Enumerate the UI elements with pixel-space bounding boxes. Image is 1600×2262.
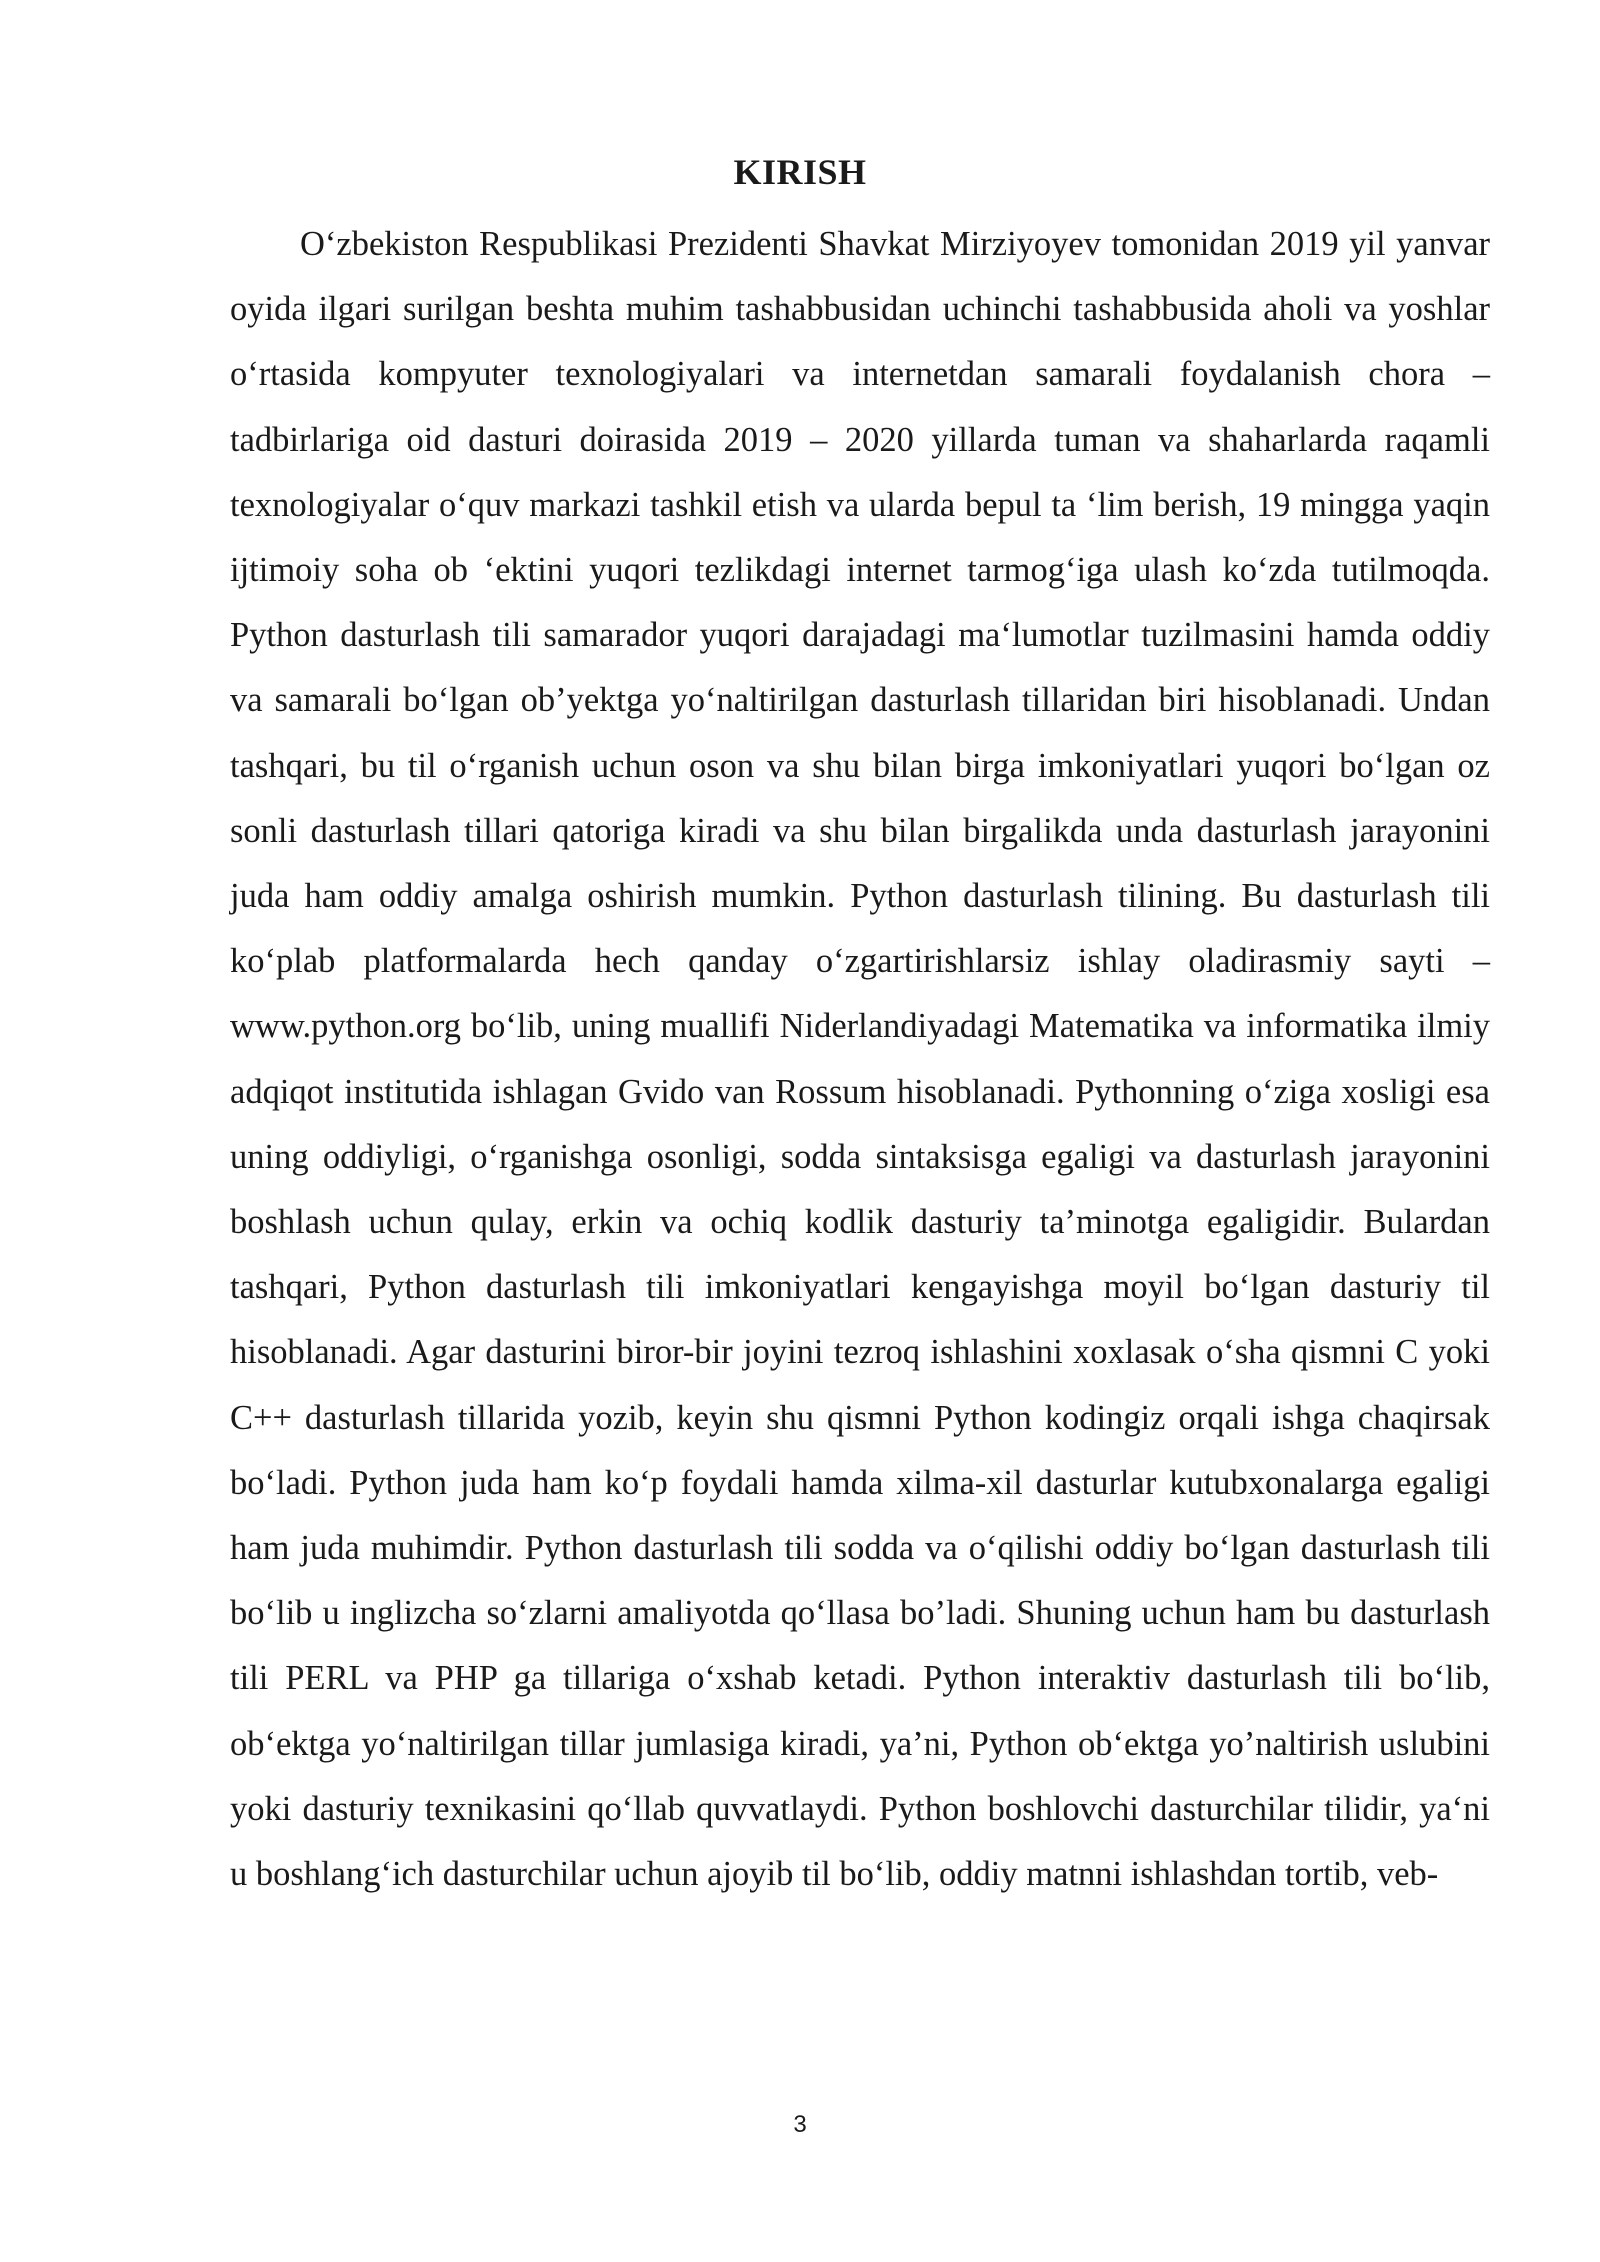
page-number: 3	[793, 2111, 807, 2138]
page-title: KIRISH	[733, 152, 867, 192]
body-paragraph: O‘zbekiston Respublikasi Prezidenti Shavkat Mirziyoyev tomonidan 2019 yil yanvar oyida ilgari surilgan beshta muhim tashabbusidan uchinchi tashabbusida aholi va yoshlar o‘rtasida kompyuter texnologiyalari va internetdan samarali foydalanish chora – tadbirlariga oid dasturi doirasida 2019 – 2020 yillarda tuman va shaharlarda raqamli texnologiyalar o‘quv markazi tashkil etish va ularda bepul ta ‘lim berish, 19 mingga yaqin ijtimoiy soha ob ‘ektini yuqori tezlikdagi internet tarmog‘iga ulash ko‘zda tutilmoqda. Python dasturlash tili samarador yuqori darajadagi ma‘lumotlar tuzilmasini hamda oddiy va samarali bo‘lgan ob’yektga yo‘naltirilgan dasturlash tillaridan biri hisoblanadi. Undan tashqari, bu til o‘rganish uchun oson va shu bilan birga imkoniyatlari yuqori bo‘lgan oz sonli dasturlash tillari qatoriga kiradi va shu bilan birgalikda unda dasturlash jarayonini juda ham oddiy amalga oshirish mumkin. Python dasturlash tilining. Bu dasturlash tili ko‘plab platformalarda hech qanday o‘zgartirishlarsiz ishlay oladirasmiy sayti – www.python.org bo‘lib, uning muallifi Niderlandiyadagi Matematika va informatika ilmiy adqiqot institutida ishlagan Gvido van Rossum hisoblanadi. Pythonning o‘ziga xosligi esa uning oddiyligi, o‘rganishga osonligi, sodda sintaksisga egaligi va dasturlash jarayonini boshlash uchun qulay, erkin va ochiq kodlik dasturiy ta’minotga egaligidir. Bulardan tashqari, Python dasturlash tili imkoniyatlari kengayishga moyil bo‘lgan dasturiy til hisoblanadi. Agar dasturini biror-bir joyini tezroq ishlashini xoxlasak o‘sha qismni C yoki C++ dasturlash tillarida yozib, keyin shu qismni Python kodingiz orqali ishga chaqirsak bo‘ladi. Python juda ham ko‘p foydali hamda xilma-xil dasturlar kutubxonalarga egaligi ham juda muhimdir. Python dasturlash tili sodda va o‘qilishi oddiy bo‘lgan dasturlash tili bo‘lib u inglizcha so‘zlarni amaliyotda qo‘llasa bo’ladi. Shuning uchun ham bu dasturlash tili PERL va PHP ga tillariga o‘xshab ketadi. Python interaktiv dasturlash tili bo‘lib, ob‘ektga yo‘naltirilgan tillar jumlasiga kiradi, ya’ni, Python ob‘ektga yo’naltirish uslubini yoki dasturiy texnikasini qo‘llab quvvatlaydi. Python boshlovchi dasturchilar tilidir, ya‘ni u boshlang‘ich dasturchilar uchun ajoyib til bo‘lib, oddiy matnni ishlashdan tortib, veb-	[230, 225, 1490, 1894]
